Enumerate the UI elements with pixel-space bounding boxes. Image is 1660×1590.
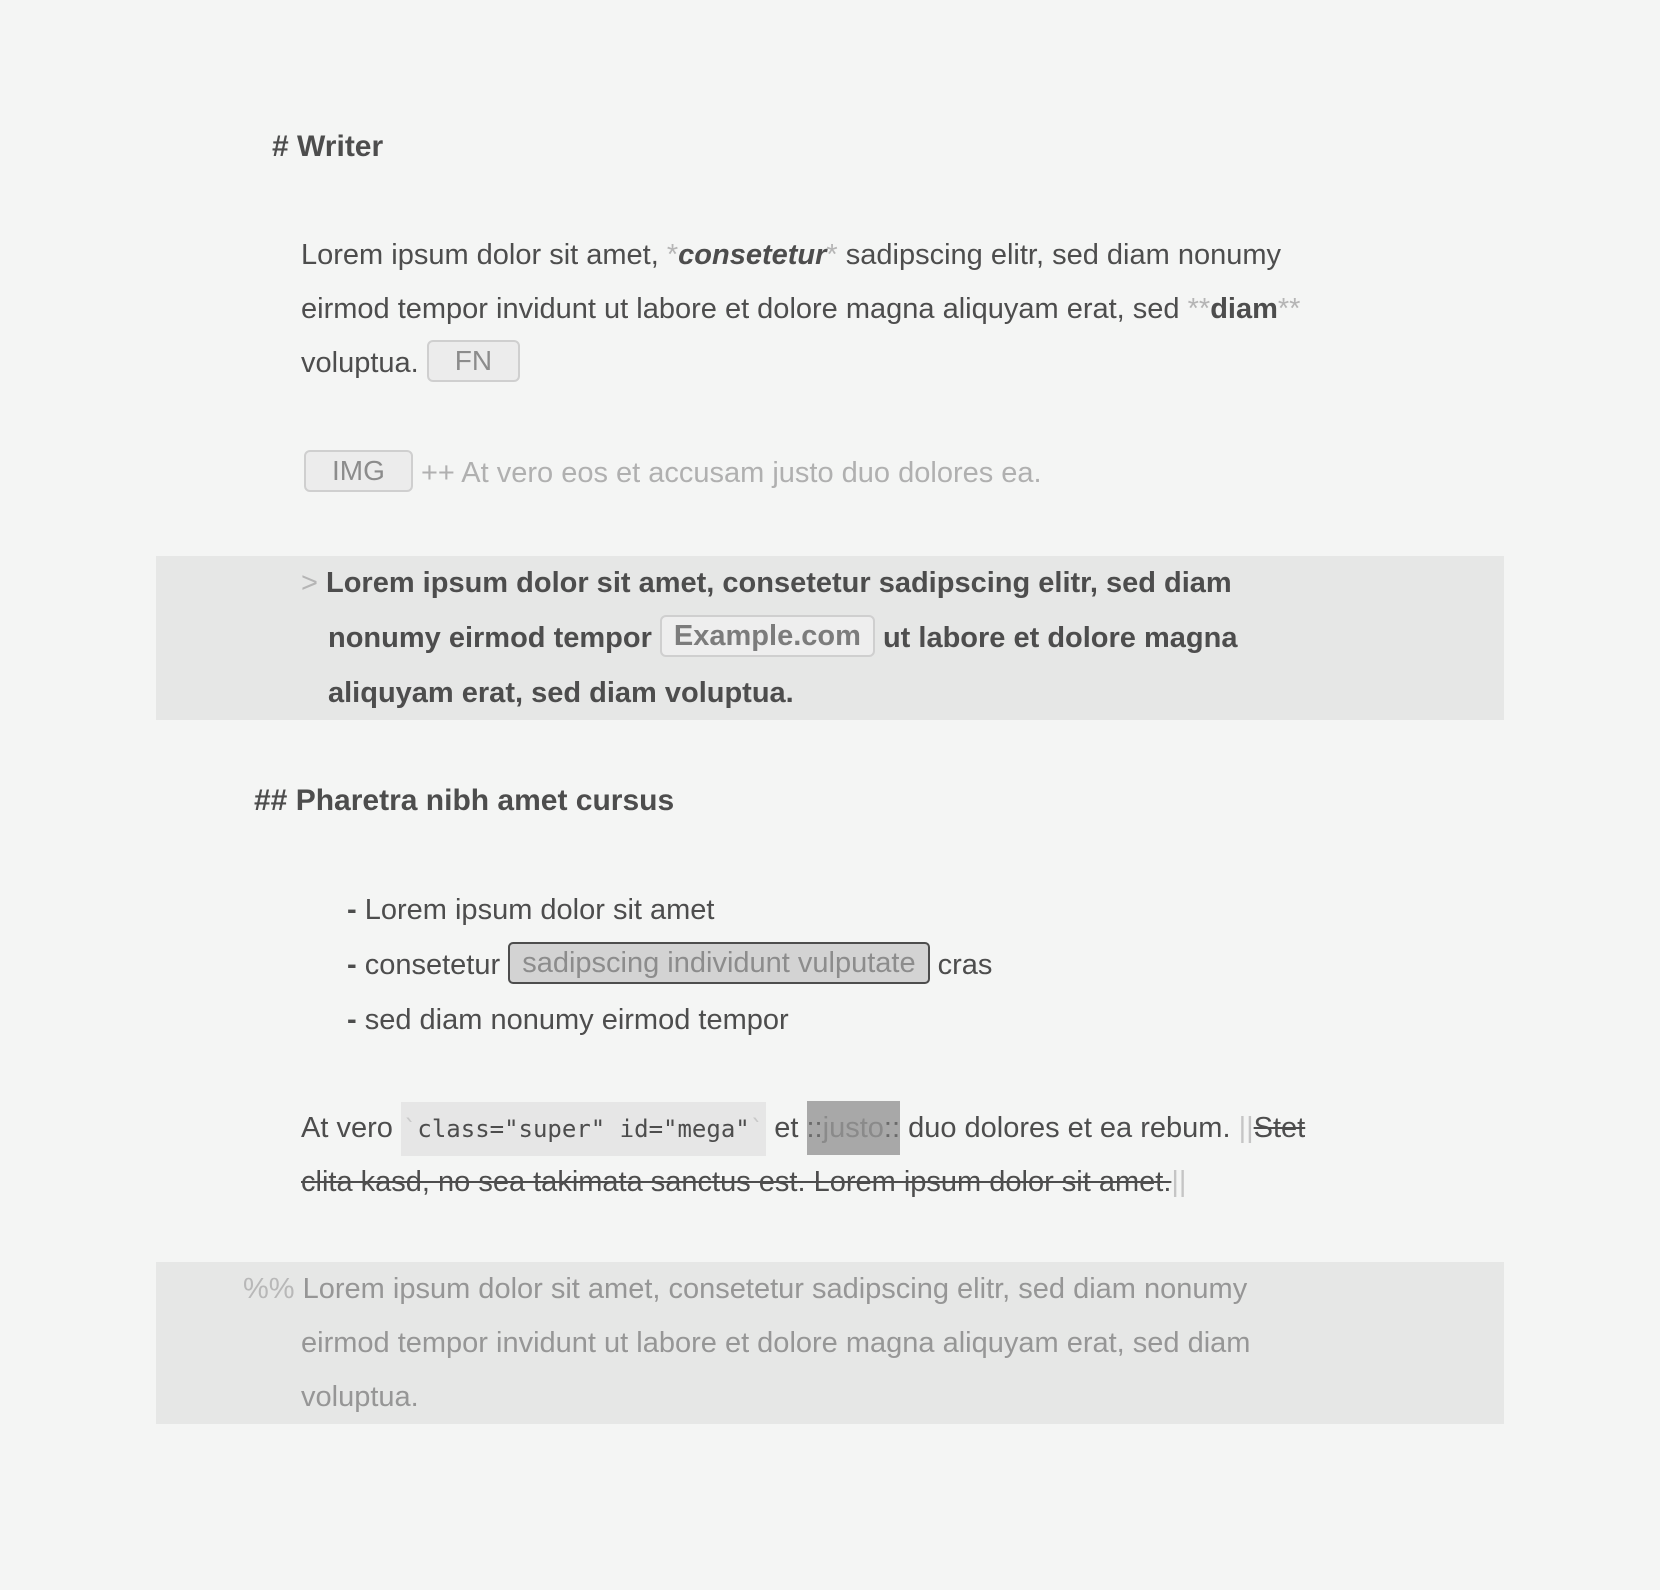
strong-marker-close: **: [1277, 293, 1301, 325]
comment-line-2[interactable]: [301, 1316, 1250, 1370]
blockquote-text: aliquyam erat, sed diam voluptua.: [328, 677, 794, 709]
comment-text: voluptua.: [301, 1381, 419, 1413]
list-item-text: Lorem ipsum dolor sit amet: [364, 894, 715, 926]
image-caption: ++ At vero eos et accusam justo duo dolores ea.: [420, 457, 1042, 489]
comment-text: eirmod tempor invidunt ut labore et dolore magna aliquyam erat, sed diam: [301, 1327, 1251, 1359]
paragraph-1-line-1[interactable]: [301, 228, 1281, 282]
comment-line-1[interactable]: [243, 1262, 1247, 1316]
heading-2-text: Pharetra nibh amet cursus: [295, 784, 675, 817]
list-item-text: consetetur: [364, 949, 509, 981]
paragraph-text: duo dolores et ea rebum.: [900, 1112, 1239, 1144]
paragraph-2-line-1[interactable]: [301, 1101, 1305, 1156]
strong-text: diam: [1210, 293, 1278, 325]
emphasis-marker-open: *: [666, 239, 679, 271]
emphasis-marker-close: *: [826, 239, 838, 271]
paragraph-2-line-2[interactable]: [301, 1155, 1186, 1209]
heading-2[interactable]: [254, 774, 674, 828]
list-item-text: cras: [929, 949, 993, 981]
strong-marker-open: **: [1187, 293, 1211, 325]
code-text: class="super" id="mega": [417, 1115, 750, 1143]
list-item[interactable]: [347, 883, 714, 937]
code-tick: `: [402, 1115, 418, 1143]
link-chip[interactable]: Example.com: [660, 615, 875, 657]
paragraph-text: et: [766, 1112, 807, 1144]
list-bullet: -: [347, 949, 357, 981]
blockquote-line-1[interactable]: [301, 556, 1232, 610]
list-bullet: -: [347, 894, 357, 926]
inline-code[interactable]: [401, 1102, 766, 1156]
highlight-marker: ::: [883, 1112, 901, 1144]
heading-1-text: Writer: [297, 130, 384, 163]
blockquote-line-3[interactable]: [328, 666, 794, 720]
deletion-marker-open: ||: [1238, 1112, 1254, 1144]
comment-line-3[interactable]: [301, 1370, 419, 1424]
comment-marker: %%: [243, 1273, 295, 1305]
comment-text: Lorem ipsum dolor sit amet, consetetur sadipscing elitr, sed diam nonumy: [302, 1273, 1248, 1305]
highlight-marker: ::: [806, 1112, 823, 1144]
blockquote-text: ut labore et dolore magna: [874, 622, 1238, 654]
paragraph-text: Lorem ipsum dolor sit amet,: [301, 239, 667, 271]
deleted-text: clita kasd, no sea takimata sanctus est. Lorem ipsum dolor sit amet.: [301, 1166, 1172, 1198]
blockquote-text: Lorem ipsum dolor sit amet, consetetur sadipscing elitr, sed diam: [326, 567, 1232, 599]
highlight-text: justo: [822, 1112, 884, 1144]
deleted-text: Stet: [1253, 1112, 1306, 1144]
heading-1[interactable]: [272, 120, 383, 174]
code-tick: `: [749, 1115, 765, 1143]
list-item[interactable]: [347, 993, 789, 1047]
list-item[interactable]: [347, 938, 992, 992]
blockquote-text: nonumy eirmod tempor: [328, 622, 660, 654]
paragraph-1-line-2[interactable]: [301, 282, 1300, 336]
paragraph-text: At vero: [301, 1112, 401, 1144]
list-bullet: -: [347, 1004, 357, 1036]
paragraph-text: sadipscing elitr, sed diam nonumy: [837, 239, 1282, 271]
blockquote-marker: >: [301, 567, 318, 599]
image-line[interactable]: [304, 446, 1042, 500]
footnote-chip[interactable]: FN: [427, 340, 520, 382]
heading-2-marker: ##: [254, 784, 288, 817]
heading-1-marker: #: [272, 130, 289, 163]
blockquote-line-2[interactable]: [328, 611, 1237, 665]
paragraph-text: voluptua.: [301, 347, 419, 379]
paragraph-1-line-3[interactable]: [301, 336, 520, 390]
marked-text-chip[interactable]: sadipscing individunt vulputate: [508, 942, 929, 984]
image-chip[interactable]: IMG: [304, 450, 413, 492]
paragraph-text: eirmod tempor invidunt ut labore et dolore magna aliquyam erat, sed: [301, 293, 1188, 325]
emphasis-text: consetetur: [678, 239, 827, 271]
highlight[interactable]: [807, 1101, 901, 1155]
deletion-marker-close: ||: [1171, 1166, 1187, 1198]
list-item-text: sed diam nonumy eirmod tempor: [364, 1004, 789, 1036]
